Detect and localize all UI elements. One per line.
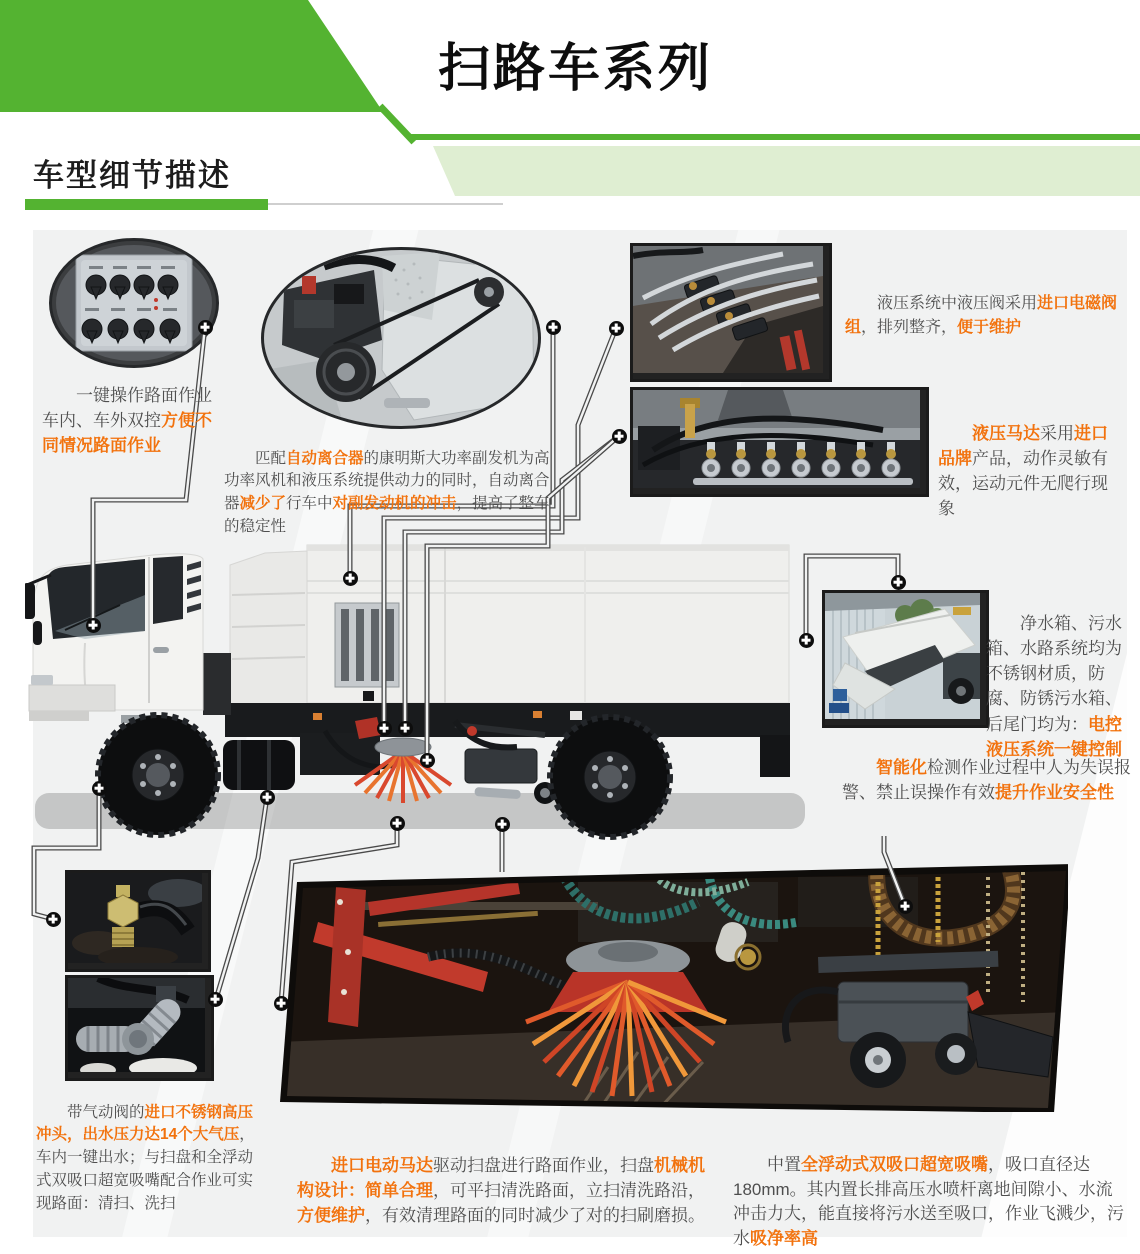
clutch-engine-photo — [261, 247, 541, 429]
body-text: 净水箱、污水箱、水路系统均为不锈钢材质，防腐、防锈污水箱、后尾门均为： — [986, 614, 1122, 734]
nozzle-text — [733, 1153, 1125, 1252]
callout-diamond-marker — [799, 633, 814, 648]
highlighted-text: 机械机构设计：简单合理 — [297, 1156, 705, 1201]
callout-diamond-marker — [46, 912, 61, 927]
body-text: 液压系统中液压阀采用 — [877, 295, 1038, 312]
clutch-text — [224, 448, 554, 540]
callout-diamond-marker — [92, 781, 107, 796]
body-text: 一键操作路面作业车内、车外双控 — [42, 386, 212, 431]
callout-diamond-marker — [495, 817, 510, 832]
flush-text — [36, 1102, 260, 1217]
page-title: 扫路车系列 — [438, 40, 714, 98]
body-text: ，车内一键出水；与扫盘和全浮动式双吸口超宽吸嘴配合作业可实现路面：清扫、洗扫 — [36, 1126, 255, 1213]
highlighted-text: 液压马达 — [972, 424, 1040, 443]
callout-diamond-marker — [390, 816, 405, 831]
highlighted-text: 提升作业安全性 — [995, 783, 1114, 803]
callout-diamond-marker — [208, 992, 223, 1007]
callout-diamond-marker — [198, 320, 213, 335]
highlighted-text: 全浮动式双吸口超宽吸嘴 — [801, 1155, 988, 1174]
callout-diamond-marker — [343, 571, 358, 586]
highlighted-text: 电控液压系统一键控制 — [986, 714, 1122, 759]
highlighted-text: 进口不锈钢高压冲头，出水压力达14个大气压 — [36, 1103, 254, 1144]
callout-diamond-marker — [612, 429, 627, 444]
body-text: ，有效清理路面的同时减少了对的扫刷磨损。 — [365, 1206, 705, 1226]
callout-diamond-marker — [86, 618, 101, 633]
valves-text — [845, 292, 1121, 339]
highlighted-text: 进口电磁阀组 — [845, 295, 1118, 336]
callout-diamond-marker — [891, 575, 906, 590]
highlighted-text: 减少了 — [239, 495, 287, 513]
body-text: ，排列整齐， — [861, 318, 958, 336]
hydraulic-motor-photo — [630, 387, 929, 497]
body-text: 带气动阀的 — [67, 1103, 145, 1121]
motor-text — [938, 421, 1110, 522]
section-title-underline — [25, 199, 268, 210]
body-text: ，提高了整车的稳定性 — [224, 495, 550, 536]
body-text: 驱动扫盘进行路面作业，扫盘 — [433, 1156, 654, 1175]
underbody-sweeper-photo — [278, 862, 1068, 1117]
suction-pipe-photo — [65, 975, 214, 1081]
callout-diamond-marker — [420, 753, 435, 768]
tank-text — [986, 611, 1134, 762]
solenoid-valve-photo — [630, 243, 832, 382]
highlighted-text: 方便不同情况路面作业 — [42, 411, 212, 456]
callout-diamond-marker — [898, 899, 913, 914]
remote-control-panel-photo — [49, 238, 219, 368]
flush-valve-photo — [65, 870, 211, 972]
body-text: 的康明斯大功率副发机为高功率风机和液压系统提供动力的同时，自动离合器 — [224, 449, 550, 513]
highlighted-text: 便于维护 — [957, 318, 1022, 336]
highlighted-text: 进口电动马达 — [331, 1156, 433, 1175]
highlighted-text: 进口品牌 — [938, 424, 1108, 469]
body-text: 产品，动作灵敏有效，运动元件无爬行现象 — [938, 449, 1108, 519]
callout-diamond-marker — [546, 320, 561, 335]
body-text: 行车中 — [286, 495, 333, 513]
body-text: 检测作业过程中人为失误报警、禁止误操作有效 — [842, 758, 1131, 803]
section-title: 车型细节描述 — [33, 158, 231, 193]
highlighted-text: 智能化 — [876, 758, 927, 777]
smart-text — [842, 755, 1134, 805]
callout-diamond-marker — [609, 321, 624, 336]
callout-diamond-marker — [274, 996, 289, 1011]
body-text: 采用 — [1040, 424, 1074, 443]
callout-diamond-marker — [398, 721, 413, 736]
body-text: ，可平扫清洗路面，立扫清洗路沿， — [433, 1181, 705, 1201]
callout-diamond-marker — [260, 790, 275, 805]
sweep-text — [297, 1153, 711, 1228]
highlighted-text: 自动离合器 — [286, 449, 364, 467]
tipping-tank-photo — [822, 590, 989, 728]
section-title-hairline — [268, 203, 503, 205]
callout-diamond-marker — [377, 721, 392, 736]
sweeper-truck-photo — [25, 535, 825, 850]
highlighted-text: 方便维护 — [297, 1206, 365, 1226]
highlighted-text: 对副发动机的冲击 — [332, 495, 457, 513]
body-text: 匹配 — [255, 449, 287, 467]
body-text: 中置 — [767, 1155, 801, 1174]
highlighted-text: 吸净率高 — [750, 1228, 818, 1248]
remote-control-text — [42, 383, 224, 458]
body-text: ，吸口直径达180mm。其内置长排高压水喷杆离地间隙小、水流冲击力大，能直接将污水送至吸口，作业飞溅少，污水 — [733, 1155, 1124, 1248]
